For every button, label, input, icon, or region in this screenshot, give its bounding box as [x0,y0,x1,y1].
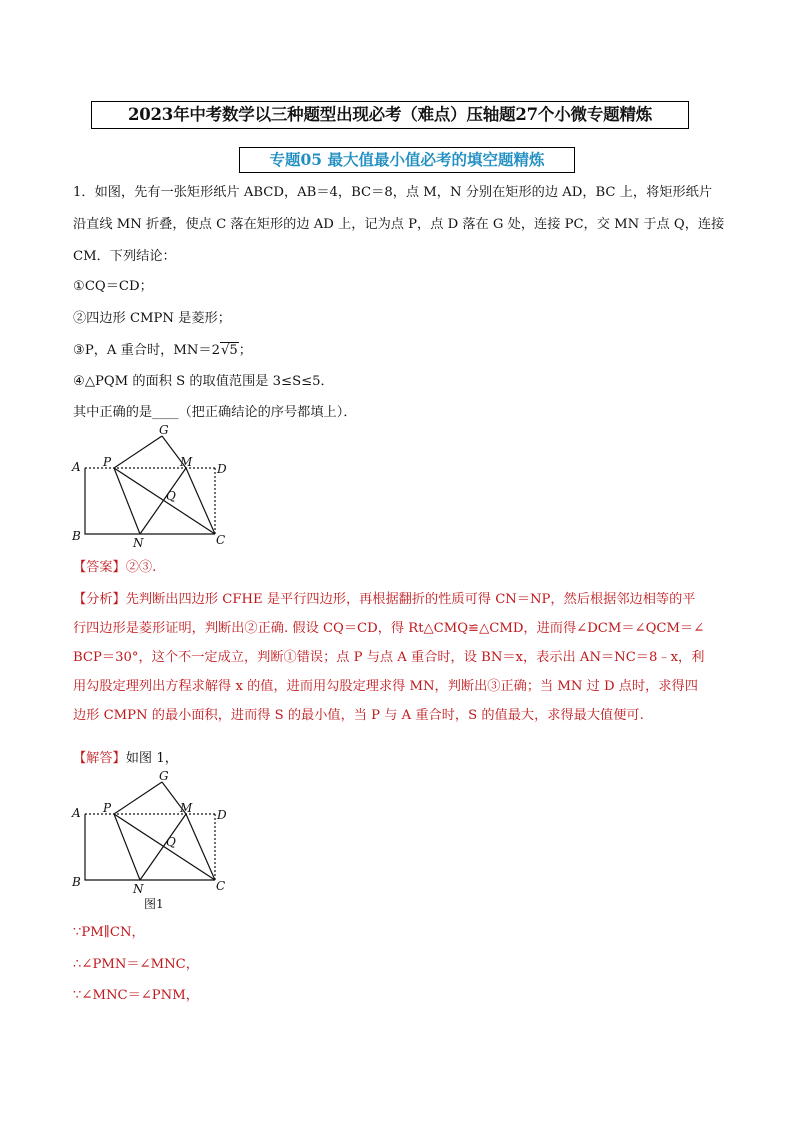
label-C: C [216,533,226,547]
label-Q: Q [166,835,176,849]
label-C: C [216,879,226,893]
conclusion-2: ②四边形 CMPN 是菱形； [73,311,231,326]
label-P: P [103,801,112,815]
document-title: 2023年中考数学以三种题型出现必考（难点）压轴题27个小微专题精炼 [91,101,689,129]
segment-NM [140,814,186,880]
label-D: D [217,808,227,822]
analysis-line-5: 边形 CMPN 的最小面积，进而得 S 的最小值，当 P 与 A 重合时，S 的值最大，求得最大值便可. [73,708,644,723]
conclusion-3: ③P，A 重合时，MN＝2√5； [73,343,252,358]
topic-subtitle: 专题05 最大值最小值必考的填空题精炼 [239,147,575,173]
label-M: M [180,455,193,469]
label-A: A [72,460,81,474]
segment-PG [114,782,162,814]
figure-caption: 图1 [144,897,164,911]
rect-left-bottom [85,814,215,880]
question-line: 其中正确的是____（把正确结论的序号都填上）． [73,405,357,420]
analysis-line-3: BCP＝30°，这个不一定成立，判断①错误；点 P 与点 A 重合时，设 BN＝x，表示出 AN＝NC＝8﹣x，利 [73,650,705,665]
label-B: B [72,529,81,543]
segment-NM [140,468,186,534]
label-B: B [72,875,81,889]
analysis-line-1: 【分析】先判断出四边形 CFHE 是平行四边形，再根据翻折的性质可得 CN＝NP，然后根据邻边相等的平 [73,592,696,607]
solution-step-1: ∵PM∥CN， [73,925,145,940]
solution-step-3: ∵∠MNC＝∠PNM， [73,988,199,1003]
conclusion-4: ④△PQM 的面积 S 的取值范围是 3≤S≤5． [73,374,334,389]
analysis-line-4: 用勾股定理列出方程求解得 x 的值，进而用勾股定理求得 MN，判断出③正确；当 MN 过 D 点时，求得四 [73,679,698,694]
analysis-block [73,585,723,730]
problem-line-1: 1．如图，先有一张矩形纸片 ABCD，AB＝4，BC＝8，点 M，N 分别在矩形的边 AD，BC 上，将矩形纸片 [73,185,713,200]
problem-line-3: CM．下列结论： [73,249,176,264]
label-P: P [103,455,112,469]
label-D: D [217,462,227,476]
label-N: N [133,536,144,550]
segment-PN [114,814,140,880]
solution-step-2: ∴∠PMN＝∠MNC， [73,957,199,972]
label-M: M [180,801,193,815]
label-G: G [159,423,169,437]
label-N: N [133,882,144,896]
analysis-line-2: 行四边形是菱形证明，判断出②正确. 假设 CQ＝CD，得 Rt△CMQ≌△CMD，进而得∠DCM＝∠QCM＝∠ [73,621,705,636]
segment-PG [114,436,162,468]
rect-left-bottom [85,468,215,534]
label-G: G [159,769,169,783]
geometry-figure-problem [60,420,240,550]
geometry-figure-solution [60,766,240,911]
answer-line: 【答案】②③. [73,560,157,575]
label-Q: Q [166,489,176,503]
radical: √5 [220,343,238,358]
problem-line-2: 沿直线 MN 折叠，使点 C 落在矩形的边 AD 上，记为点 P，点 D 落在 G 处，连接 PC，交 MN 于点 Q，连接 [73,217,725,232]
conclusion-1: ①CQ＝CD； [73,279,153,294]
label-A: A [72,806,81,820]
solution-intro: 【解答】如图 1， [73,751,178,766]
segment-PN [114,468,140,534]
